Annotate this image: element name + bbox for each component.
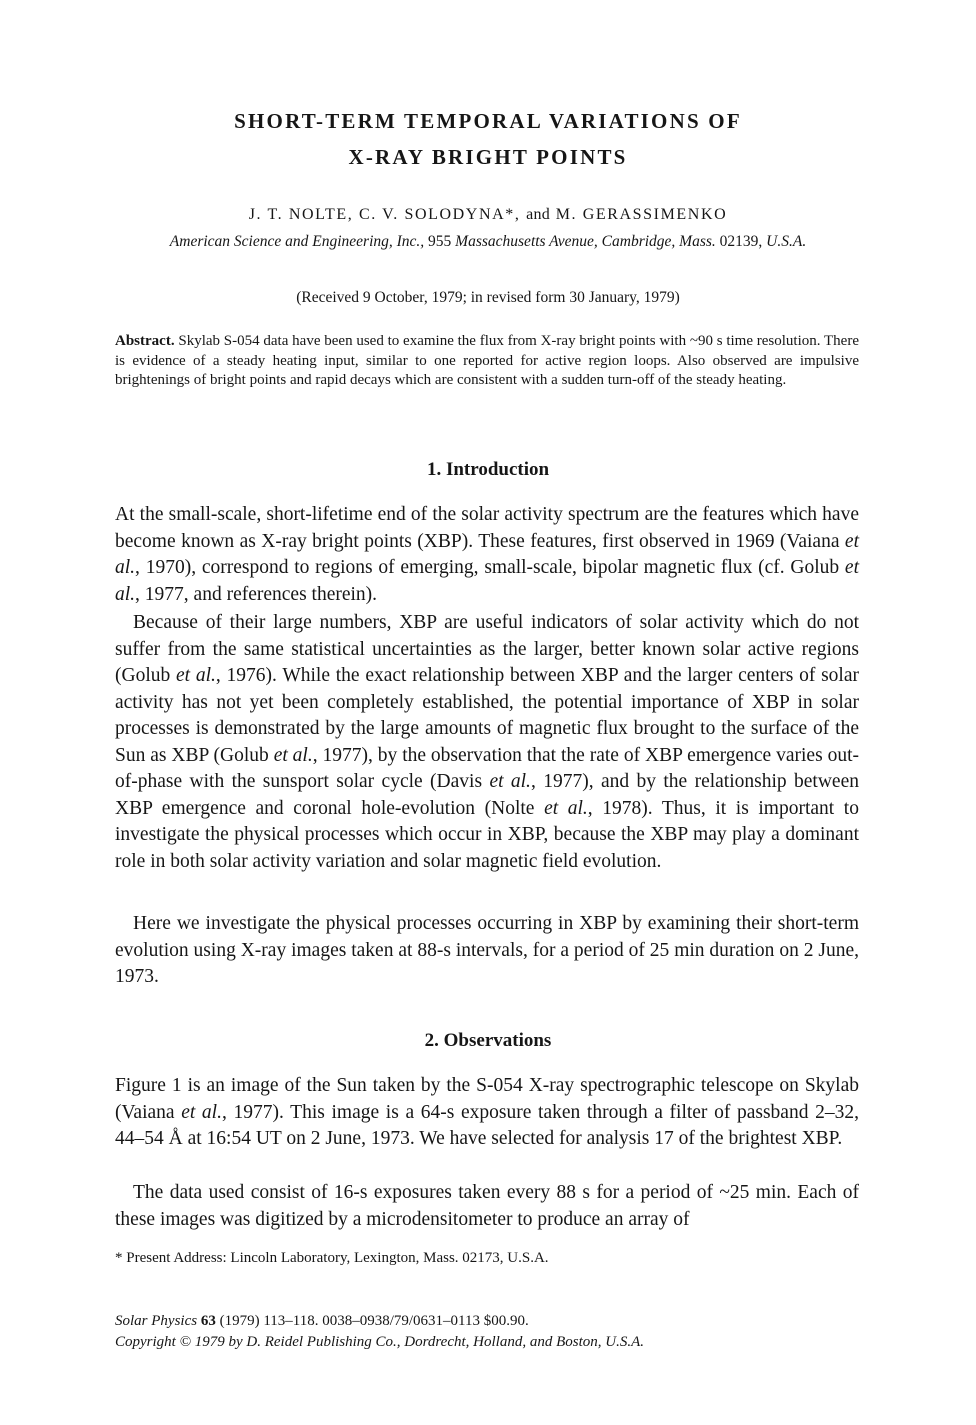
abstract-text: Skylab S-054 data have been used to examine the flux from X-ray bright points with ~90 s time resolution. There is evidence of a steady heating input, similar to one reported for active region loops. Also observed are impulsive brightenings of bright points and rapid decays which are consistent with a sudden turn-off of the steady heating.: [115, 333, 859, 388]
text-run: , 1978). Thus, it is important to investigate the physical processes which occur in XBP, because the XBP may play a dominant role in both solar activity variation and solar magnetic field evolution.: [115, 797, 859, 872]
text-run: The data used consist of 16-s exposures taken every 88 s for a period of ~25 min. Each of these images was digitized by a microdensitometer to produce an array of: [115, 1182, 859, 1230]
text-run: , 1970), correspond to regions of emerging, small-scale, bipolar magnetic flux (cf. Golub: [135, 557, 845, 578]
citation-etal: et al.: [273, 744, 313, 766]
affiliation-country: U.S.A.: [766, 233, 807, 250]
section-heading-introduction: 1. Introduction: [426, 459, 550, 480]
text-run: , 1977, and references therein).: [135, 583, 378, 605]
copyright-line: [115, 1332, 859, 1353]
journal-citation: [115, 1311, 859, 1332]
text-run: , 1977), and by the relationship between XBP emergence and coronal hole-evolution (Nolte: [115, 771, 859, 819]
citation-etal: et al.: [489, 771, 531, 792]
journal-name: Solar Physics: [115, 1313, 198, 1329]
authors-last: M. GERASSIMENKO: [555, 206, 728, 223]
abstract-label: Abstract.: [115, 333, 175, 349]
received-date: (Received 9 October, 1979; in revised form 30 January, 1979): [296, 289, 680, 306]
authors-first: J. T. NOLTE, C. V. SOLODYNA*,: [248, 206, 521, 223]
abstract: [115, 332, 859, 391]
author-list: [0, 206, 976, 224]
affiliation-number: 955: [424, 233, 456, 250]
section-heading-observations: 2. Observations: [424, 1030, 552, 1051]
observations-paragraph-1: [115, 1073, 859, 1153]
affiliation-street: Massachusetts Avenue, Cambridge, Mass.: [455, 233, 716, 250]
footnote: * Present Address: Lincoln Laboratory, Lexington, Mass. 02173, U.S.A.: [115, 1250, 549, 1266]
text-run: , 1977). This image is a 64-s exposure taken through a filter of passband 2–32, 44–54 Å at 16:54 UT on 2 June, 1973. We have selected for analysis 17 of the brightest XBP.: [115, 1101, 859, 1149]
observations-paragraph-2: [115, 1180, 859, 1233]
text-run: Because of their large numbers, XBP are useful indicators of solar activity which do not suffer from the same statistical uncertainties as the larger, better known solar active regions (Golub: [115, 612, 859, 686]
authors-and: and: [526, 206, 551, 223]
affiliation-zip: 02139,: [715, 233, 767, 250]
intro-paragraph-1: [115, 502, 859, 608]
citation-etal: et al.: [176, 665, 216, 686]
journal-volume: 63: [197, 1313, 216, 1329]
text-run: , 1976). While the exact relationship between XBP and the larger centers of solar activity has not yet been completely established, the potential importance of XBP in solar processes is demonstrated by the large amounts of magnetic flux brought to the surface of the Sun as XBP (Golub: [115, 665, 860, 766]
paper-title-line-1: SHORT-TERM TEMPORAL VARIATIONS OF: [234, 109, 742, 133]
text-run: Figure 1 is an image of the Sun taken by the S-054 X-ray spectrographic telescope on Skylab (Vaiana: [115, 1075, 859, 1123]
citation-etal: et al.: [181, 1101, 222, 1123]
affiliation: [0, 233, 976, 251]
journal-info: [115, 1311, 859, 1353]
citation-etal: et al.: [544, 797, 588, 819]
citation-etal: et al.: [115, 557, 859, 605]
intro-paragraph-3: [115, 911, 859, 991]
text-run: At the small-scale, short-lifetime end of the solar activity spectrum are the features which have become known as X-ray bright points (XBP). These features, first observed in 1969 (Vaiana: [115, 504, 859, 552]
affiliation-org: American Science and Engineering, Inc.,: [169, 233, 425, 250]
citation-etal: et al.: [115, 530, 859, 578]
copyright-text: Copyright © 1979 by D. Reidel Publishing Co., Dordrecht, Holland, and Boston, U.S.A.: [115, 1334, 644, 1350]
text-run: , 1977), by the observation that the rate of XBP emergence varies out-of-phase with the sunsport solar cycle (Davis: [115, 744, 859, 792]
paper-title-line-2: X-RAY BRIGHT POINTS: [348, 145, 628, 169]
intro-paragraph-2: [115, 610, 859, 875]
journal-pages: (1979) 113–118. 0038–0938/79/0631–0113 $00.90.: [215, 1313, 529, 1329]
text-run: Here we investigate the physical processes occurring in XBP by examining their short-term evolution using X-ray images taken at 88-s intervals, for a period of 25 min duration on 2 June, 1973.: [115, 913, 859, 987]
